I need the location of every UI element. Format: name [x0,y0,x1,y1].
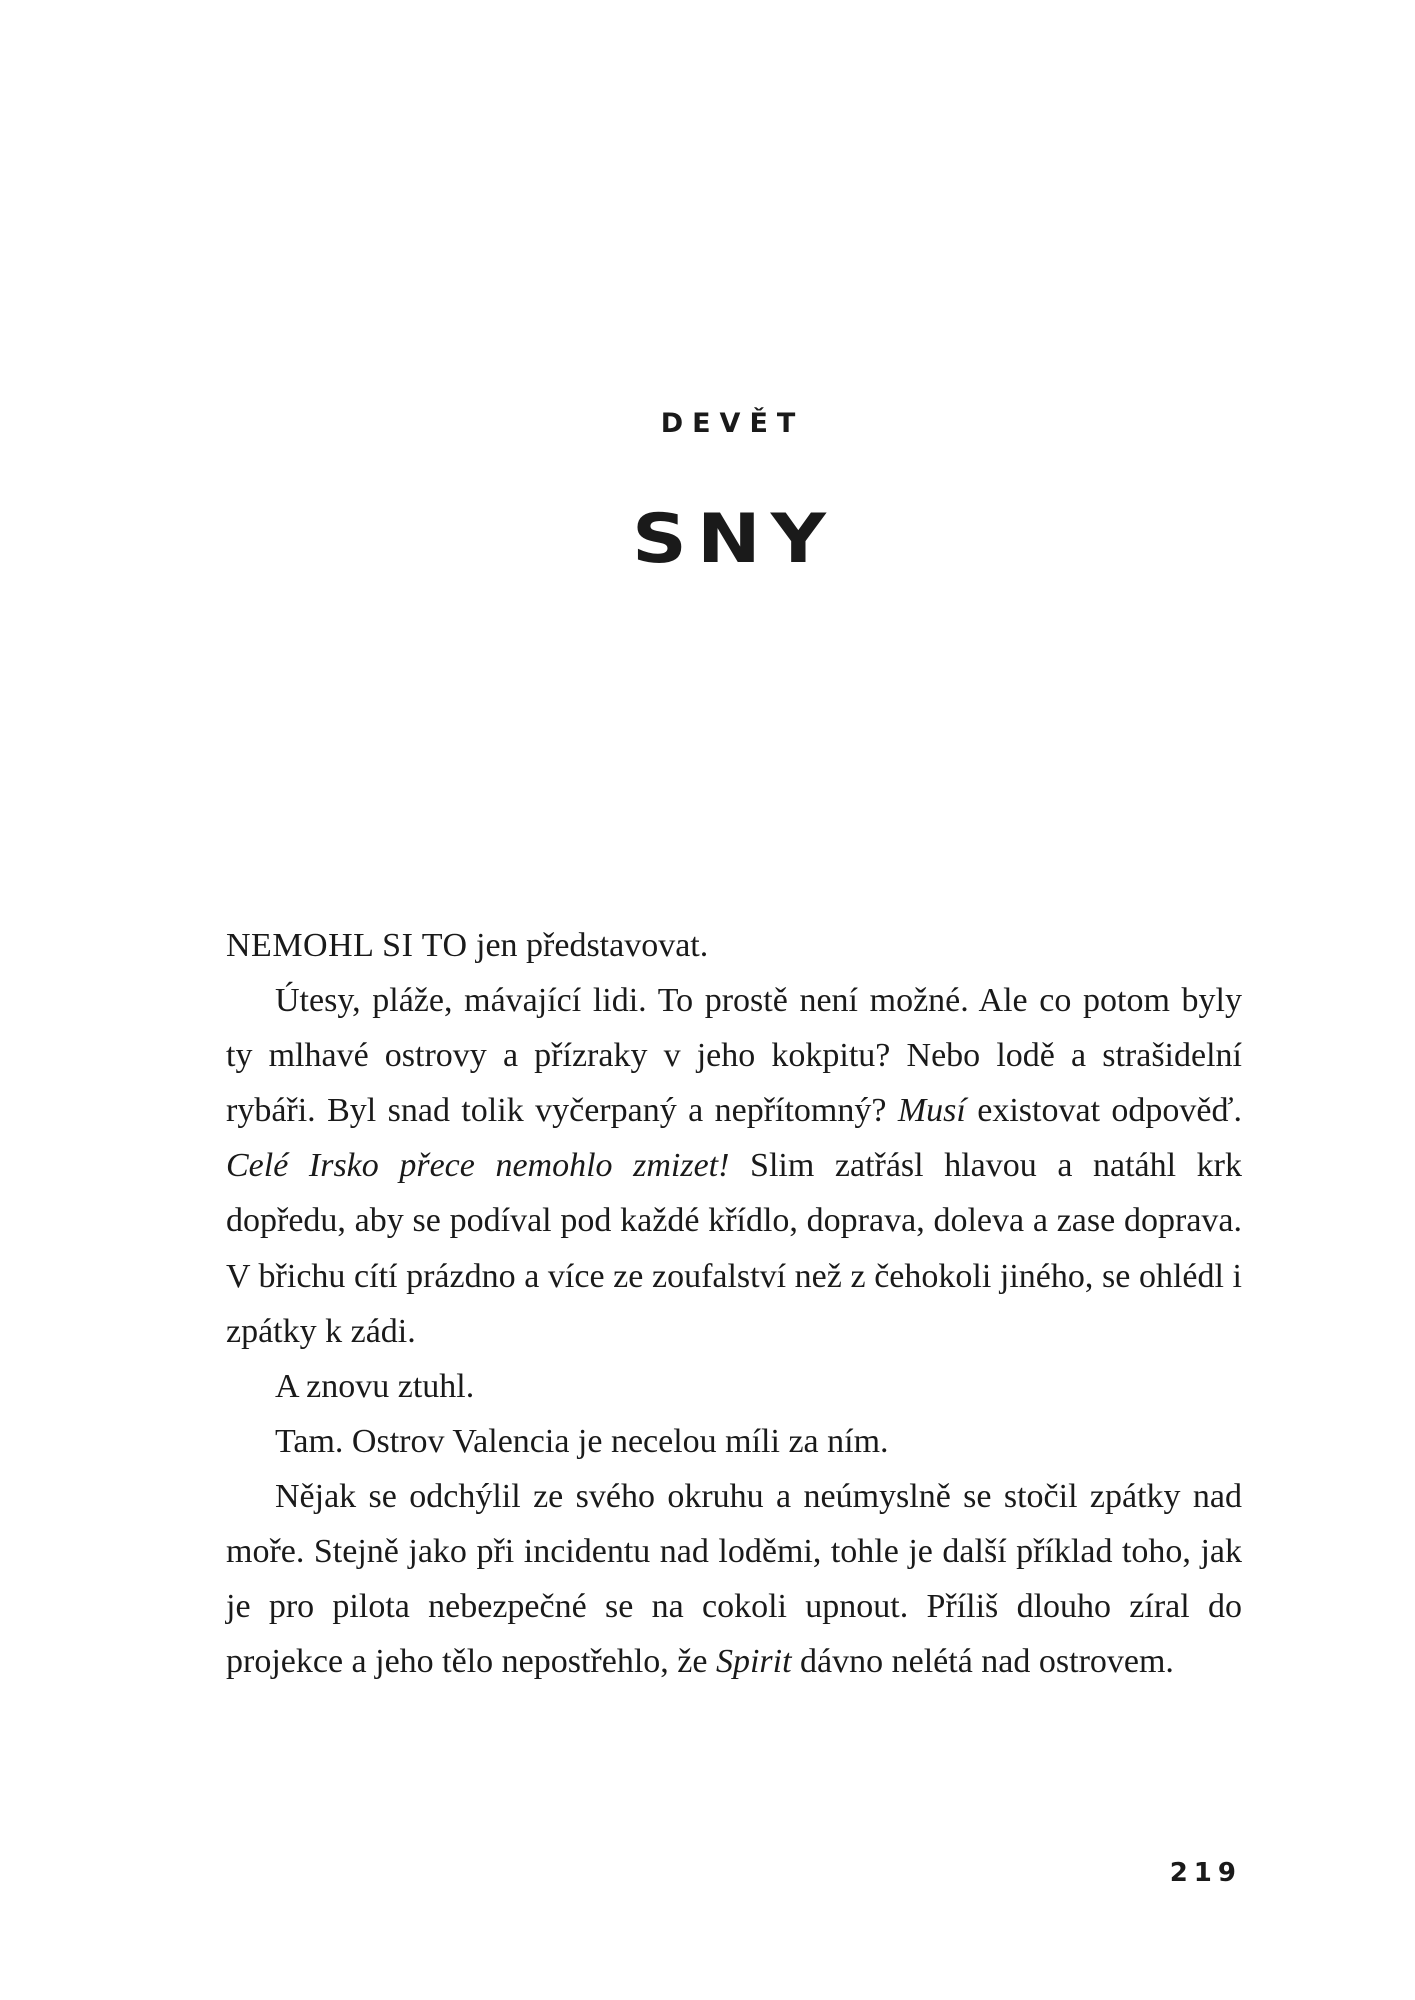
paragraph-5-text-b: dávno nelétá nad ostrovem. [791,1643,1174,1681]
paragraph-5-emphasis: Spirit [715,1643,792,1681]
page-number: 219 [1169,1858,1242,1888]
paragraph-2 [226,973,1242,1359]
paragraph-5 [226,1469,1242,1689]
paragraph-2-text-b: existovat odpověď. [965,1092,1242,1130]
paragraph-3: A znovu ztuhl. [275,1367,475,1405]
chapter-number-label: DEVĚT [660,408,805,439]
paragraph-2-emphasis-2: Celé Irsko přece nemohlo zmizet! [226,1147,730,1185]
paragraph-1 [226,918,1242,973]
paragraph-4: Tam. Ostrov Valencia je necelou míli za ním. [275,1422,889,1460]
paragraph-lead-caps: NEMOHL SI TO [226,927,468,964]
chapter-title: SNY [632,500,836,579]
paragraph-2-text-a: Útesy, pláže, mávající lidi. To prostě není možné. Ale co potom byly ty mlhavé ostrovy a přízraky v jeho kokpitu? Nebo lodě a strašidelní rybáři. Byl snad tolik vyčerpaný a nepřítomný? [226,982,1242,1130]
paragraph-5-text-a: Nějak se odchýlil ze svého okruhu a neúmyslně se stočil zpátky nad moře. Stejně jako při incidentu nad loděmi, tohle je další příklad toho, jak je pro pilota nebezpečné se na cokoli upnout. Příliš dlouho zíral do projekce a jeho tělo nepostřehlo, že [226,1477,1242,1681]
paragraph-1-text: jen představovat. [467,927,709,964]
body-text [226,918,1242,1689]
paragraph-2-text-c: Slim zatřásl hlavou a natáhl krk dopředu, aby se podíval pod každé křídlo, doprava, doleva a zase doprava. V břichu cítí prázdno a více ze zoufalství než z čehokoli jiného, se ohlédl i zpátky k zádi. [226,1147,1242,1350]
paragraph-2-emphasis-1: Musí [897,1092,966,1130]
